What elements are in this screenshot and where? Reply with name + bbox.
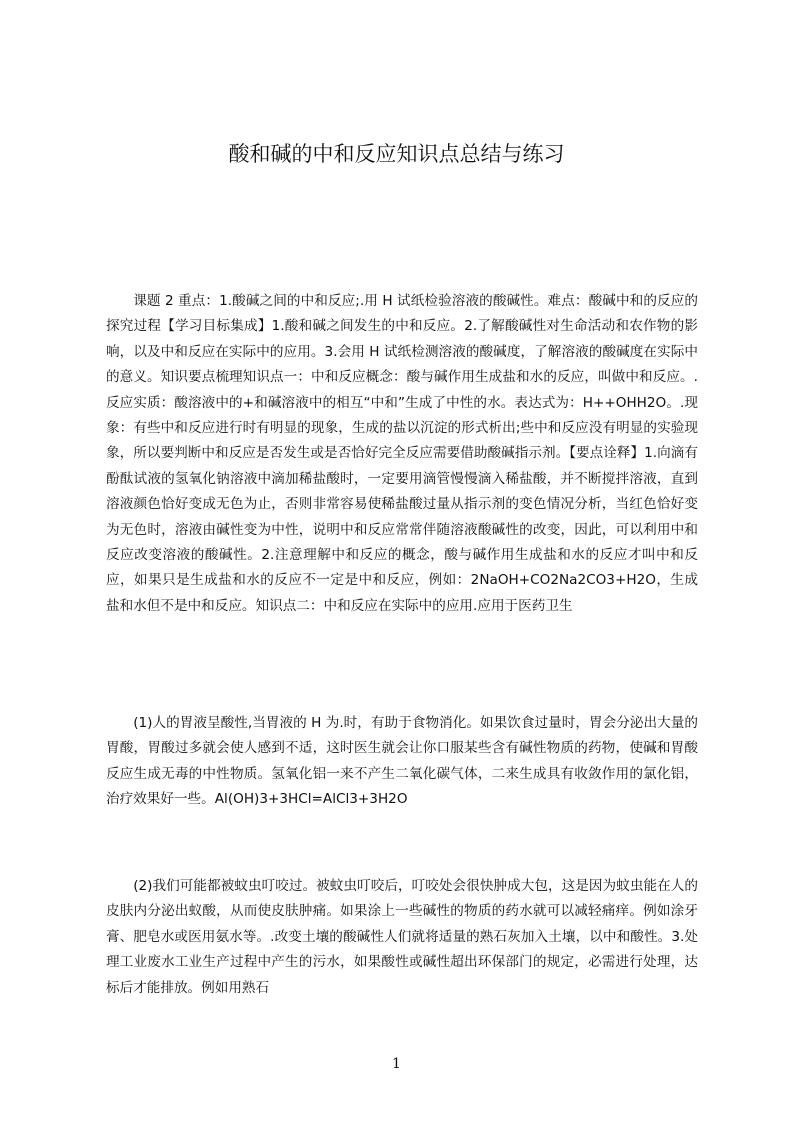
body-paragraph: (1)人的胃液呈酸性,当胃液的 H 为.时，有助于食物消化。如果饮食过量时，胃会分泌出大量的胃酸，胃酸过多就会使人感到不适，这时医生就会让你口服某些含有碱性物质的药物，使碱和胃酸反应生成无毒的中性物质。氢氧化铝一来不产生二氧化碳气体，二来生成具有收敛作用的氯化铝，治疗效果好一些。Al(OH)3+3HCl=AlCl3+3H2O — [106, 715, 698, 808]
body-paragraph: 课题 2 重点：1.酸碱之间的中和反应;.用 H 试纸检验溶液的酸碱性。难点：酸碱中和的反应的探究过程【学习目标集成】1.酸和碱之间发生的中和反应。2.了解酸碱性对生命活动和农作物的影响，以及中和反应在实际中的应用。3.会用 H 试纸检测溶液的酸碱度，了解溶液的酸碱度在实际中的意义。知识要点梳理知识点一：中和反应概念：酸与碱作用生成盐和水的反应，叫做中和反应。.反应实质：酸溶液中的+和碱溶液中的相互“中和”生成了中性的水。表达式为：H++OHH2O。.现象：有些中和反应进行时有明显的现象，生成的盐以沉淀的形式析出;些中和反应没有明显的实验现象，所以要判断中和反应是否发生或是否恰好完全反应需要借助酸碱指示剂。【要点诠释】1.向滴有酚酞试液的氢氧化钠溶液中滴加稀盐酸时，一定要用滴管慢慢滴入稀盐酸，并不断搅拌溶液，直到溶液颜色恰好变成无色为止，否则非常容易使稀盐酸过量从指示剂的变色情况分析，当红色恰好变为无色时，溶液由碱性变为中性，说明中和反应常常伴随溶液酸碱性的改变，因此，可以利用中和反应改变溶液的酸碱性。2.注意理解中和反应的概念，酸与碱作用生成盐和水的反应才叫中和反应，如果只是生成盐和水的反应不一定是中和反应，例如：2NaOH+CO2Na2CO3+H2O，生成盐和水但不是中和反应。知识点二：中和反应在实际中的应用.应用于医药卫生 — [106, 293, 698, 614]
document-title: 酸和碱的中和反应知识点总结与练习 — [228, 142, 565, 166]
page-number: 1 — [392, 1056, 401, 1072]
body-paragraph: (2)我们可能都被蚊虫叮咬过。被蚊虫叮咬后，叮咬处会很快肿成大包，这是因为蚊虫能在人的皮肤内分泌出蚁酸，从而使皮肤肿痛。如果涂上一些碱性的物质的药水就可以减轻痛痒。例如涂牙膏、肥皂水或医用氨水等。.改变土壤的酸碱性人们就将适量的熟石灰加入土壤，以中和酸性。3.处理工业废水工业生产过程中产生的污水，如果酸性或碱性超出环保部门的规定，必需进行处理，达标后才能排放。例如用熟石 — [106, 878, 698, 996]
